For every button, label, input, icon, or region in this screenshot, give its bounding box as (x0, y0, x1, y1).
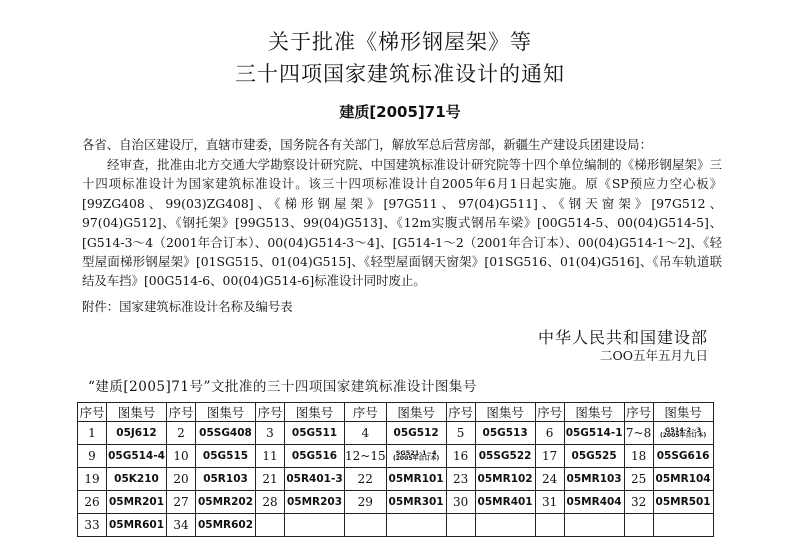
document-number: 建质[2005]71号 (339, 103, 461, 121)
cell-atlas: 05MR601 (107, 514, 167, 537)
cell-atlas: 05MR301 (386, 491, 446, 514)
cell-seq: 19 (78, 468, 107, 491)
table-row (78, 445, 714, 468)
cell-atlas-sub: (2005年合订本) (660, 432, 707, 440)
cell-atlas: 05G512 (386, 422, 446, 445)
title-line-2: 三十四项国家建筑标准设计的通知 (235, 62, 565, 86)
cell-seq: 7~8 (624, 422, 653, 445)
cell-atlas: 05MR201 (107, 491, 167, 514)
cell-atlas-main: G514-2~3 (665, 425, 702, 434)
cell-atlas: 05SG522 (475, 445, 535, 468)
cell-atlas (386, 514, 446, 537)
cell-atlas: 05J612 (107, 422, 167, 445)
cell-seq: 27 (167, 491, 196, 514)
header-atlas: 图集号 (386, 403, 446, 422)
cell-seq: 20 (167, 468, 196, 491)
header-seq: 序号 (167, 403, 196, 422)
cell-atlas: 05MR401 (475, 491, 535, 514)
table-row (78, 422, 714, 445)
cell-atlas: 05MR202 (196, 491, 256, 514)
cell-atlas: 05G514-1 (564, 422, 624, 445)
cell-atlas: 05R103 (196, 468, 256, 491)
cell-atlas: 05MR501 (653, 491, 713, 514)
cell-seq: 24 (535, 468, 564, 491)
cell-atlas (653, 422, 713, 445)
cell-atlas (386, 445, 446, 468)
header-atlas: 图集号 (285, 403, 345, 422)
cell-seq: 34 (167, 514, 196, 537)
title-line-1: 关于批准《梯形钢屋架》等 (268, 30, 532, 54)
cell-seq (446, 514, 475, 537)
cell-atlas: 05SG408 (196, 422, 256, 445)
header-seq: 序号 (256, 403, 285, 422)
cell-atlas: 05SG616 (653, 445, 713, 468)
main-paragraph: 经审查，批准由北方交通大学勘察设计研究院、中国建筑标准设计研究院等十四个单位编制的《梯形钢屋架》三十四项标准设计为国家建筑标准设计。该三十四项标准设计自2005年6月1日起实施。原《SP预应力空心板》[99ZG408、99(03)ZG408]、《梯形钢屋架》[97G511、97(04)G511]、《钢天窗架》[97G512、97(04)G512]、《钢托架》[99G513、99(04)G513]、《12m实腹式钢吊车梁》[00G514-5、00(04)G514-5]、[G514-3～4（2001年合订本）、00(04)G514-3～4]、[G514-1～2（2001年合订本）、00(04)G514-1～2]、《轻型屋面梯形钢屋架》[01SG515、01(04)G515]、《轻型屋面钢天窗架》[01SG516、01(04)G516]、《吊车轨道联结及车挡》[00G514-6、00(04)G514-6]标准设计同时废止。 (82, 157, 722, 289)
cell-atlas (653, 514, 713, 537)
cell-seq: 25 (624, 468, 653, 491)
cell-atlas: 05MR102 (475, 468, 535, 491)
cell-atlas: 05G514-4 (107, 445, 167, 468)
header-seq: 序号 (78, 403, 107, 422)
cell-atlas-main: SG521-1~4 (395, 448, 437, 457)
cell-atlas: 05G515 (196, 445, 256, 468)
cell-atlas-sub: (2005年合订本) (393, 455, 440, 463)
cell-atlas: 05G513 (475, 422, 535, 445)
table-row (78, 468, 714, 491)
cell-seq: 2 (167, 422, 196, 445)
cell-atlas: 05MR404 (564, 491, 624, 514)
header-atlas: 图集号 (475, 403, 535, 422)
cell-atlas: 05MR103 (564, 468, 624, 491)
cell-atlas: 05MR203 (285, 491, 345, 514)
cell-seq: 22 (345, 468, 387, 491)
issue-date: 二OO五年五月九日 (600, 348, 708, 363)
cell-seq: 11 (256, 445, 285, 468)
header-seq: 序号 (345, 403, 387, 422)
cell-seq (624, 514, 653, 537)
cell-atlas: 05G516 (285, 445, 345, 468)
cell-seq: 30 (446, 491, 475, 514)
header-atlas: 图集号 (653, 403, 713, 422)
cell-seq (535, 514, 564, 537)
cell-seq: 28 (256, 491, 285, 514)
header-atlas: 图集号 (564, 403, 624, 422)
cell-seq (256, 514, 285, 537)
cell-seq: 32 (624, 491, 653, 514)
table-caption: “建质[2005]71号”文批准的三十四项国家建筑标准设计图集号 (88, 379, 477, 395)
cell-atlas: 05MR602 (196, 514, 256, 537)
cell-seq: 12~15 (345, 445, 387, 468)
cell-atlas (564, 514, 624, 537)
cell-atlas: 05G525 (564, 445, 624, 468)
cell-seq: 3 (256, 422, 285, 445)
header-seq: 序号 (624, 403, 653, 422)
cell-seq: 21 (256, 468, 285, 491)
cell-atlas: 05MR101 (386, 468, 446, 491)
cell-atlas: 05G511 (285, 422, 345, 445)
cell-seq: 33 (78, 514, 107, 537)
cell-seq: 5 (446, 422, 475, 445)
cell-atlas (285, 514, 345, 537)
cell-seq: 16 (446, 445, 475, 468)
atlas-number-table (77, 402, 714, 537)
cell-seq: 29 (345, 491, 387, 514)
cell-atlas: 05R401-3 (285, 468, 345, 491)
header-seq: 序号 (535, 403, 564, 422)
attachment-note: 附件：国家建筑标准设计名称及编号表 (82, 299, 293, 314)
cell-atlas (475, 514, 535, 537)
issuer-signature: 中华人民共和国建设部 (537, 328, 708, 347)
header-atlas: 图集号 (107, 403, 167, 422)
cell-seq: 4 (345, 422, 387, 445)
table-header-row (78, 403, 714, 422)
cell-seq: 1 (78, 422, 107, 445)
cell-seq: 23 (446, 468, 475, 491)
salutation: 各省、自治区建设厅，直辖市建委，国务院各有关部门，解放军总后营房部，新疆生产建设兵团建设局： (82, 137, 652, 152)
cell-seq: 6 (535, 422, 564, 445)
table-row (78, 514, 714, 537)
header-atlas: 图集号 (196, 403, 256, 422)
cell-seq: 26 (78, 491, 107, 514)
cell-seq: 18 (624, 445, 653, 468)
cell-seq: 17 (535, 445, 564, 468)
cell-seq: 9 (78, 445, 107, 468)
cell-atlas: 05MR104 (653, 468, 713, 491)
cell-seq (345, 514, 387, 537)
cell-seq: 31 (535, 491, 564, 514)
cell-seq: 10 (167, 445, 196, 468)
cell-atlas: 05K210 (107, 468, 167, 491)
header-seq: 序号 (446, 403, 475, 422)
table-row (78, 491, 714, 514)
